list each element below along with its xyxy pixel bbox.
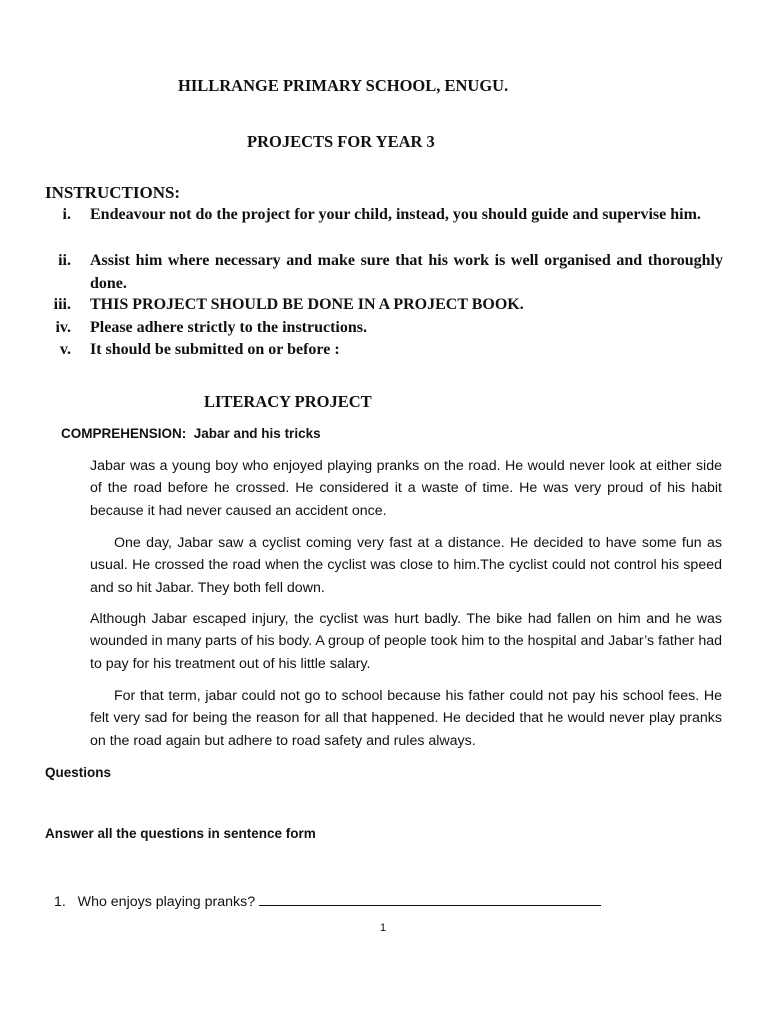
instruction-number: i.	[62, 206, 71, 223]
question-number: 1.	[54, 894, 66, 910]
literacy-heading: LITERACY PROJECT	[204, 392, 372, 411]
instructions-heading: INSTRUCTIONS:	[45, 183, 181, 202]
page-number: 1	[380, 922, 387, 934]
story-paragraph: Jabar was a young boy who enjoyed playing pranks on the road. He would never look at either side of the road before he crossed. He considered it a waste of time. He was very proud of his habit because it had never caused an accident once.	[90, 458, 722, 519]
question-text: Who enjoys playing pranks?	[77, 894, 256, 910]
comprehension-heading	[61, 426, 321, 441]
story-paragraph: Although Jabar escaped injury, the cyclist was hurt badly. The bike had fallen on him and he was wounded in many parts of his body. A group of people took him to the hospital and Jabar’s father had to pay for his treatment out of his little salary.	[90, 611, 722, 672]
story-paragraph: One day, Jabar saw a cyclist coming very fast at a distance. He decided to have some fun as usual. He crossed the road when the cyclist was close to him.The cyclist could not control his speed and so hit Jabar. They both fell down.	[90, 535, 722, 596]
school-name: HILLRANGE PRIMARY SCHOOL, ENUGU.	[178, 76, 509, 95]
question-item	[54, 891, 601, 910]
comprehension-label: COMPREHENSION:	[61, 426, 187, 441]
instruction-item	[45, 250, 723, 295]
instruction-number: iii.	[53, 296, 71, 313]
instruction-item	[45, 339, 723, 362]
story-paragraph: For that term, jabar could not go to school because his father could not pay his school fees. He felt very sad for being the reason for all that happened. He decided that he would never play pranks on the road again but adhere to road safety and rules always.	[90, 688, 722, 749]
instruction-number: iv.	[55, 319, 71, 336]
instruction-text: Please adhere strictly to the instructions.	[90, 319, 367, 336]
questions-heading: Questions	[45, 765, 112, 780]
instruction-item	[45, 204, 723, 249]
instruction-text: THIS PROJECT SHOULD BE DONE IN A PROJECT BOOK.	[90, 296, 524, 313]
instruction-item	[45, 317, 723, 340]
instruction-text: Endeavour not do the project for your child, instead, you should guide and supervise him.	[90, 206, 701, 223]
questions-instruction: Answer all the questions in sentence form	[45, 826, 316, 841]
instruction-text: Assist him where necessary and make sure that his work is well organised and thoroughly done.	[90, 252, 723, 292]
instruction-text: It should be submitted on or before :	[90, 341, 340, 358]
instruction-item	[45, 294, 723, 317]
answer-line[interactable]	[259, 891, 601, 906]
project-title: PROJECTS FOR YEAR 3	[247, 132, 435, 151]
instruction-number: ii.	[58, 252, 71, 269]
comprehension-title: Jabar and his tricks	[193, 426, 321, 441]
instruction-number: v.	[59, 341, 71, 358]
